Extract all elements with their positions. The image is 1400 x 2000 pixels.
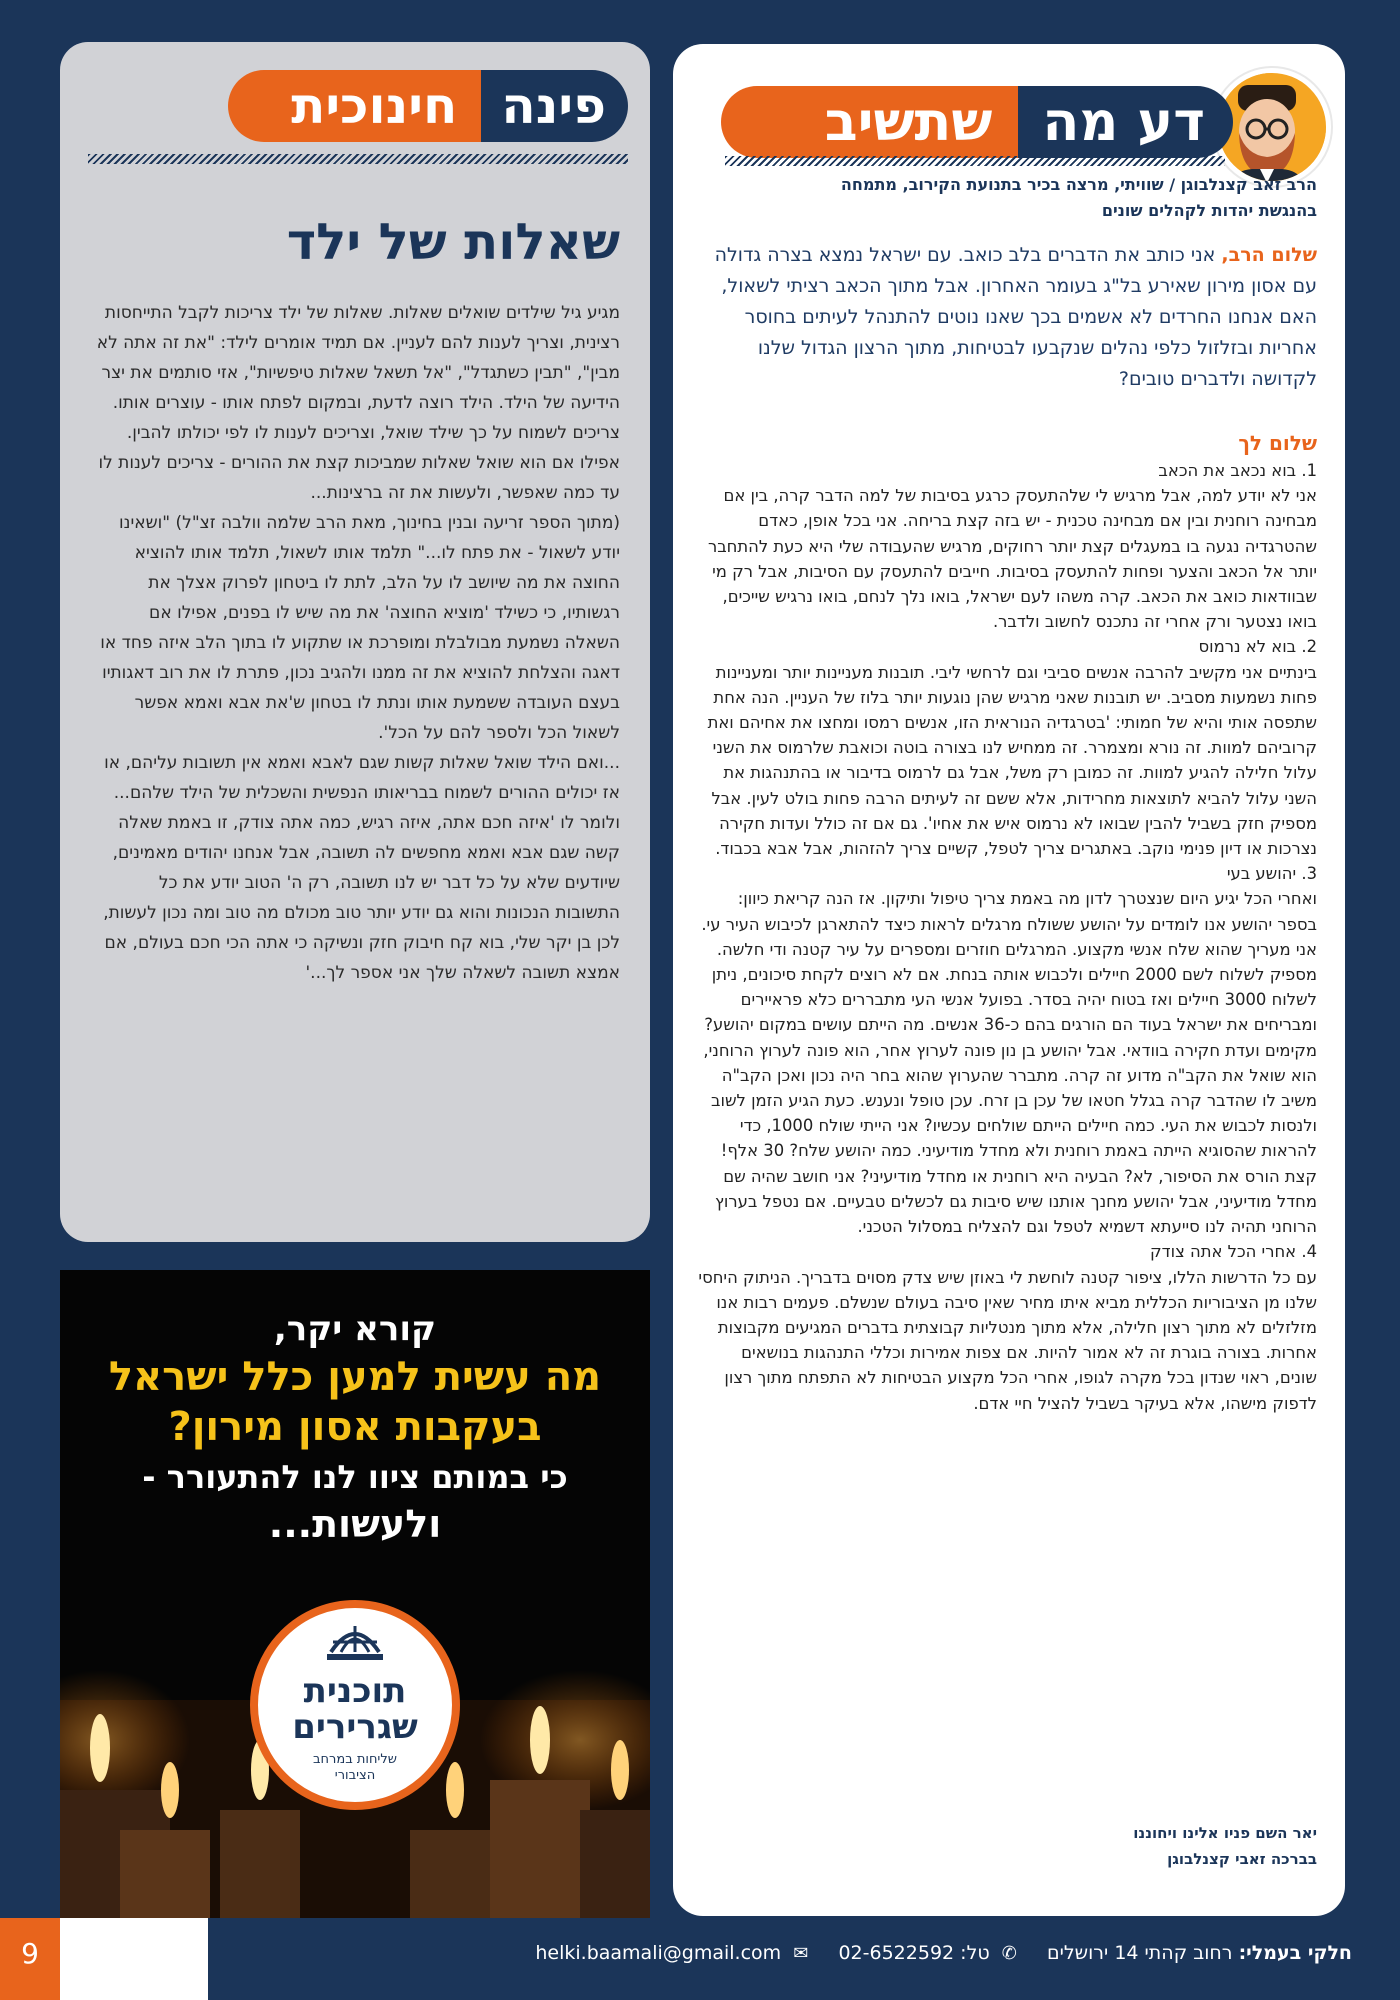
education-paragraph-2: צריכים לשמוח על כך שילד שואל, וצריכים לענות לו לפי יכולתו להבין. אפילו אם הוא שואל שאלות שמביכות קצת את ההורים - צריכים לענות לו עד כמה שאפשר, ולעשות את זה ברצינות...: [98, 423, 620, 503]
reader-question: [697, 240, 1317, 395]
logo-text-1: תוכנית: [303, 1671, 407, 1711]
answer-body: [697, 428, 1317, 1416]
logo-text-3: שליחות במרחב: [313, 1752, 397, 1767]
answer-heading-2: 2. בוא לא נרמוס: [1198, 637, 1317, 657]
qa-title-part1: דע מה: [1018, 86, 1233, 158]
ambassadors-logo: [250, 1600, 460, 1810]
globe-icon: [325, 1622, 385, 1666]
page-number: 9: [0, 1918, 60, 2000]
education-paragraph-4: ...ואם הילד שואל שאלות קשות שגם לאבא ואמא אין תשובות עליהם, או אז יכולים ההורים לשמוח בבריאותו הנפשית והשכלית של הילד שלהם... ולומר לו 'איזה חכם אתה, איזה רגיש, כמה אתה צודק, זו באמת שאלה קשה שגם אבא ואמא מחפשים לה תשובה, אבל אנחנו יהודים מאמינים, שיודעים שלא על כל דבר יש לנו תשובה, רק ה' הטוב יודע את כל התשובות הנכונות והוא גם יודע יותר טוב מכולם מה טוב ומה נכון לעשות, לכן בן יקר שלי, בוא קח חיבוק חזק ונשיקה כי אתה הכי חכם בעולם, אם אמצא תשובה לשאלה שלך אני אספר לך...': [103, 753, 620, 983]
education-title-part2: חינוכית: [228, 70, 481, 142]
education-body: [90, 298, 620, 988]
qa-title-part2: שתשיב: [721, 86, 1018, 158]
hatch-divider: [725, 156, 1225, 166]
footer-label: חלקי בעמלי:: [1238, 1942, 1352, 1964]
footer-phone: טל: 02-6522592: [838, 1942, 990, 1964]
signoff-line-2: בברכה זאבי קצנלבוגן: [1167, 1850, 1317, 1868]
education-title-part1: פינה: [481, 70, 628, 142]
hatch-divider-left: [88, 154, 628, 164]
logo-text-2: שגרירים: [292, 1707, 418, 1747]
footer-contact: [232, 1930, 1352, 1977]
education-paragraph-3: (מתוך הספר זריעה ובנין בחינוך, מאת הרב שלמה וולבה זצ"ל) "ושאינו יודע לשאול - את פתח לו..." תלמד אותו לשאול, תלמד אותו להוציא החוצה את מה שיושב לו על הלב, לתת לו ביטחון לפרוק אצלך את רגשותיו, כי כשילד 'מוציא החוצה' את מה שיש לו בפנים, אפילו אם השאלה נשמעת מבולבלת ומופרכת או שתקוע לו בתוך הלב איזה פחד או דאגה והצלחת להוציא את זה ממנו ולהגיב נכון, פתרת לו את רוב דאגותיו בעצם העובדה ששמעת אותו ונתת לו בטחון ש'את אבא ואמא אפשר לשאול הכל ולספר להם על הכל'.: [100, 513, 620, 743]
education-heading: שאלות של ילד: [286, 213, 620, 271]
ad-line-3: כי במותם ציוו לנו להתעורר -: [142, 1458, 568, 1496]
education-paragraph-1: מגיע גיל שילדים שואלים שאלות. שאלות של ילד צריכות לקבל התייחסות רצינית, וצריך לענות להם לעניין. אם תמיד אומרים לילד: "את זה אתה לא מבין", "תבין כשתגדל", "אל תשאל שאלות טיפשיות", אזי סותמים את יצר הידיעה של הילד. הילד רוצה לדעת, ובמקום לפתח אותו - עוצרים אותו.: [96, 303, 620, 413]
footer-email[interactable]: helki.baamali@gmail.com: [535, 1942, 782, 1964]
answer-heading-4: 4. אחרי הכל אתה צודק: [1150, 1242, 1317, 1262]
answer-paragraph-1: אני לא יודע למה, אבל מרגיש לי שלהתעסק כרגע בסיבות של למה הדבר קרה, בין אם מבחינה רוחנית ובין אם מבחינה טכנית - יש בזה קצת בריחה. אני בכל אופן, כאדם שהטרגדיה נגעה בו במעגלים קצת יותר רחוקים, מרגיש שהעבודה שלי היא כעת להתחבר יותר אל הכאב והצער ופחות להתעסק בסיבות. חייבים להתעסק עם הסיבות, אבל רק מי שבוודאות כואב את הכאב. קרה משהו לעם ישראל, בואו נלך לנחם, בואו נרגיש שייכים, בואו נצטער ורק אחרי זה נתכנס לחשוב ולדבר.: [707, 486, 1317, 632]
education-corner-panel: [60, 42, 650, 1242]
answer-heading-3: 3. יהושע בעי: [1226, 864, 1317, 884]
question-lead: שלום הרב,: [1221, 244, 1317, 266]
footer-address: רחוב קהתי 14 ירושלים: [1047, 1942, 1233, 1964]
ad-line-4: ולעשות...: [268, 1502, 442, 1546]
ambassadors-ad: [60, 1270, 650, 1918]
answer-greeting: שלום לך: [1238, 431, 1317, 455]
answer-paragraph-2: בינתיים אני מקשיב להרבה אנשים סביבי וגם לרחשי ליבי. תובנות מעניינות יותר ומעניינות פחות נשמעות מסביב. יש תובנות שאני מרגיש שהן נוגעות יותר בלוז של העניין. הנה אחת שתפסה אותי והיא של חמותי: 'בטרגדיה הנוראית הזו, אנשים רמסו ומחצו את אחיהם ואת קרוביהם למוות. זה נורא ומצמרר. זה ממחיש לנו בצורה בוטה וכואבת שלרמוס את השני עלול חלילה להגיע למוות. זה כמובן רק משל, אבל גם לרמוס בדיבור או בהתנהגות את השני עלול להביא לתוצאות מחרידות, אלא ששם זה לעיתים הרבה פחות בולט לעין. אבל מספיק חזק בשביל להבין שבואו לא נרמוס איש את אחיו'. גם אם זה כולל ועדות חקירה נצרכות או דיון פנימי נוקב. באתגרים צריך לטפל, קשיים צריך להזהות, אבל אבא בכבוד.: [707, 662, 1317, 859]
logo-text-4: הציבורי: [334, 1768, 376, 1783]
qa-title-pill: [721, 86, 1233, 158]
phone-icon: ✆: [1001, 1943, 1017, 1964]
ad-line-2: מה עשית למען כלל ישראל בעקבות אסון מירון?: [108, 1354, 602, 1450]
answer-paragraph-3: ואחרי הכל יגיע היום שנצטרך לדון מה באמת צריך טיפול ותיקון. אז הנה קריאת כיוון: בספר יהושע אנו לומדים על יהושע ששולח מרגלים לראות כיצד להתארגן לכיבוש העיר עי. אני מעריך שהוא שלח אנשי מקצוע. המרגלים חוזרים ומספרים על עיר קטנה ודי חלשה. מספיק לשלוח לשם 2000 חיילים ולכבוש אותה בנחת. אם לא רוצים לקחת סיכונים, ניתן לשלוח 3000 חיילים ואז בטוח יהיה בסדר. בפועל אנשי העי מתבררים כלא פראיירים ומבריחים את ישראל בעוד הם הורגים בהם כ-36 אנשים. מה הייתם עושים במקום יהושע? מקימים ועדת חקירה בוודאי. אבל יהושע בן נון פונה לערוץ אחר, הוא פונה לערוץ הרוחני, הוא שואל את הקב"ה מדוע זה קרה. מתברר שהערוץ שהוא בחר היה נכון ואכן הקב"ה משיב לו שהדבר קרה בגלל חטאו של עכן בן זרח. עכן טופל ונענש. כעת הגיע הזמן לשוב ולנסות לכבוש את העי. כמה חיילים הייתם שולחים עכשיו? אני הייתי שולח 1000, כדי להראות שהסוגיא הייתה באמת רוחנית ולא מחדל מודיעיני. כמה יהושע שלח? 30 אלף! קצת הורס את הסיפור, לא? הבעיה היא רוחנית או מחדל מודיעיני? אני חושב שהיה שם מחדל מודיעיני, אבל יהושע מחנך אותנו שיש סיבות גם לכשלים טבעיים. אם נטפל בערוץ הרוחני תהיה לנו סייעתא דשמיא לטפל וגם להצליח במסלול הטכני.: [701, 889, 1317, 1237]
question-text: אני כותב את הדברים בלב כואב. עם ישראל נמצא בצרה גדולה עם אסון מירון שאירע בל"ג בעומר האחרון. אבל מתוך הכאב רציתי לשאול, האם אנחנו החרדים לא אשמים בכך שאנו נוטים להתנהל לעיתים בחוסר אחריות ובזלזול כלפי נהלים שנקבעו לבטיחות, מתוך הרצון הגדול שלנו לקדושה ולדברים טובים?: [714, 244, 1317, 390]
signoff: [817, 1820, 1317, 1872]
answer-paragraph-4: עם כל הדרשות הללו, ציפור קטנה לוחשת לי באוזן שיש צדק מסוים בדבריך. הניתוק היחסי שלנו מן הציבוריות הכללית מביא איתו מחיר שאין סיבה בעולם שנשלם. פעמים רבות אנו מזלזלים לא מתוך רצון חלילה, אלא מתוך מנטליות קבוצתית בדברים המגיעים מקבוצות אחרות. בצורה בוגרת זה לא אמור להיות. אם צפות אמירות וכללי התנהגות בנושאים שונים, ראוי שנדון בכל מקרה לגופו, אחרי הכל מקצוע הבטיחות לא התפתח מתוך רצון לדפוק מישהו, אלא בעיקר בשביל להציל חיי אדם.: [698, 1267, 1317, 1413]
answer-heading-1: 1. בוא נכאב את הכאב: [1158, 461, 1317, 480]
footer-white-block: [60, 1918, 208, 2000]
education-title-pill: [228, 70, 628, 142]
signoff-line-1: יאר השם פניו אלינו ויחוננו: [1133, 1824, 1317, 1842]
mail-icon: ✉: [793, 1943, 809, 1964]
author-credit: הרב זאב קצנלבוגן / שוויתי, מרצה בכיר בתנועת הקירוב, מתמחה בהנגשת יהדות לקהלים שונים: [840, 175, 1317, 220]
ad-line-1: קורא יקר,: [273, 1309, 437, 1349]
qa-article-card: [673, 44, 1345, 1916]
